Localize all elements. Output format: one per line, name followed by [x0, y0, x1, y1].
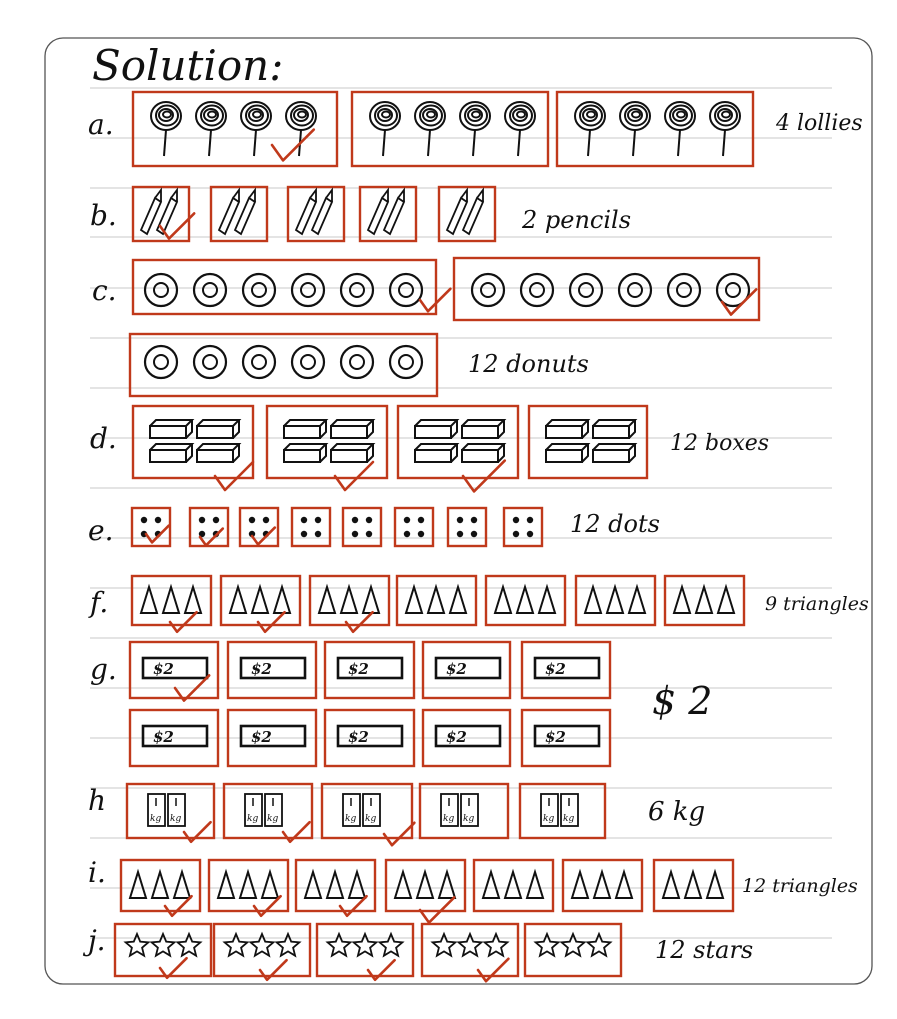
svg-text:$2: $2 [251, 728, 272, 746]
answer-label: 12 stars [655, 936, 754, 964]
answer-label: 2 pencils [522, 206, 632, 234]
svg-text:$2: $2 [348, 728, 369, 746]
dot-icon [315, 531, 321, 537]
dot-icon [366, 531, 372, 537]
dot-icon [263, 517, 269, 523]
row-letter: i. [88, 856, 106, 889]
dot-icon [513, 517, 519, 523]
answer-label: $ 2 [652, 679, 713, 723]
row-letter: g. [90, 653, 117, 686]
row-letter: j. [88, 924, 106, 957]
row-letter: h [88, 784, 107, 817]
row-letter: f. [90, 586, 109, 619]
answer-label: 12 donuts [468, 350, 589, 378]
answer-label: 4 lollies [776, 111, 863, 136]
dot-icon [457, 517, 463, 523]
answer-label: 6 kg [648, 797, 706, 827]
dot-icon [513, 531, 519, 537]
svg-text:$2: $2 [251, 660, 272, 678]
dot-icon [471, 517, 477, 523]
dot-icon [418, 517, 424, 523]
answer-label: 12 boxes [670, 431, 770, 456]
svg-text:kg: kg [443, 814, 455, 824]
dot-icon [155, 517, 161, 523]
row-letter: b. [90, 199, 117, 232]
svg-text:$2: $2 [153, 660, 174, 678]
svg-text:kg: kg [543, 814, 555, 824]
svg-text:$2: $2 [545, 728, 566, 746]
answer-label: 9 triangles [765, 593, 869, 615]
svg-text:$2: $2 [446, 728, 467, 746]
dot-icon [301, 517, 307, 523]
dot-icon [213, 517, 219, 523]
dot-icon [301, 531, 307, 537]
svg-text:kg: kg [267, 814, 279, 824]
dot-icon [366, 517, 372, 523]
dot-icon [315, 517, 321, 523]
row-letter: e. [88, 514, 114, 547]
svg-text:kg: kg [150, 814, 162, 824]
dot-icon [404, 531, 410, 537]
dot-icon [418, 531, 424, 537]
dot-icon [249, 517, 255, 523]
dot-icon [199, 517, 205, 523]
row-letter: c. [92, 274, 117, 307]
row-letter: a. [88, 108, 114, 141]
svg-text:$2: $2 [348, 660, 369, 678]
svg-text:kg: kg [247, 814, 259, 824]
answer-label: 12 triangles [742, 875, 858, 897]
solution-title: Solution: [92, 41, 284, 90]
dot-icon [527, 517, 533, 523]
svg-text:$2: $2 [545, 660, 566, 678]
dot-icon [471, 531, 477, 537]
answer-label: 12 dots [570, 510, 660, 538]
dot-icon [404, 517, 410, 523]
dot-icon [527, 531, 533, 537]
dot-icon [352, 531, 358, 537]
svg-text:kg: kg [345, 814, 357, 824]
svg-text:kg: kg [365, 814, 377, 824]
row-letter: d. [90, 422, 117, 455]
svg-text:kg: kg [563, 814, 575, 824]
dot-icon [457, 531, 463, 537]
svg-text:kg: kg [463, 814, 475, 824]
svg-text:kg: kg [170, 814, 182, 824]
dot-icon [352, 517, 358, 523]
dot-icon [141, 517, 147, 523]
svg-text:$2: $2 [446, 660, 467, 678]
svg-text:$2: $2 [153, 728, 174, 746]
